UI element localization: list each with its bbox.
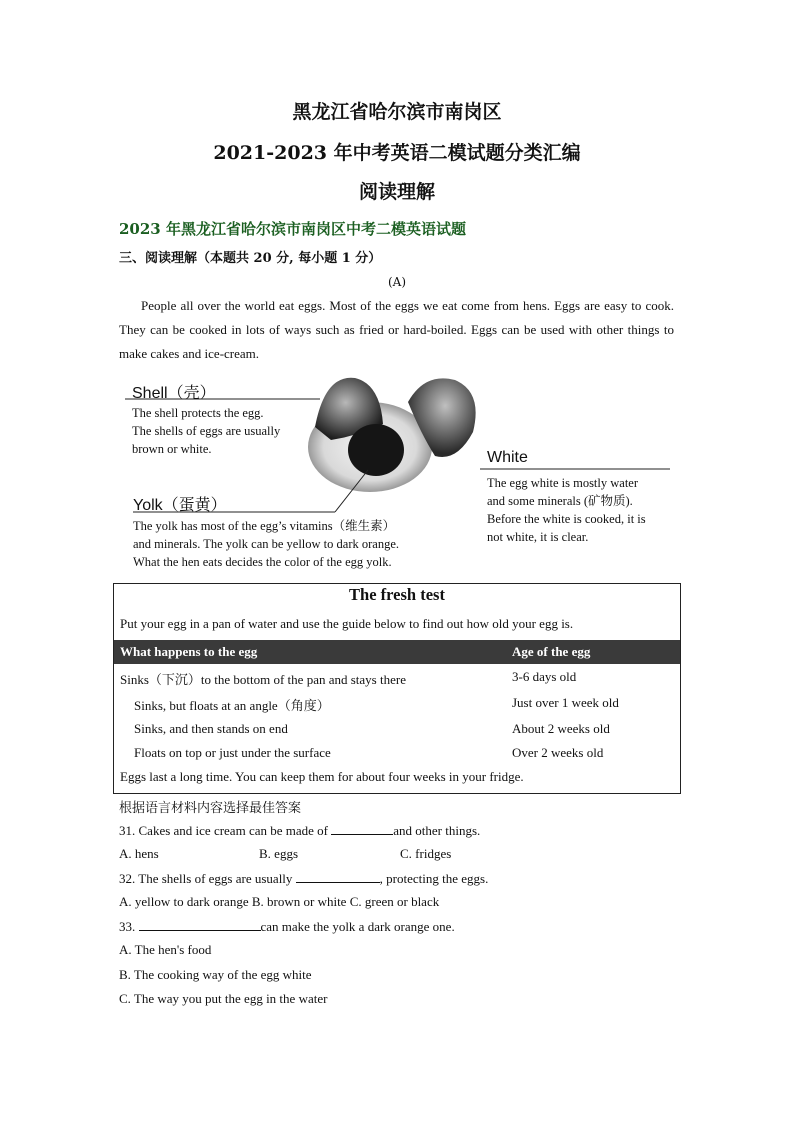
- passage-paragraph: People all over the world eat eggs. Most of the eggs we eat come from hens. Eggs are easy to cook. They can be cooked in lots of ways such as fried or hard-boiled. Eggs can be used with other things to make cakes and ice-cream.: [119, 298, 674, 361]
- option-33-a[interactable]: A. The hen's food: [119, 942, 212, 957]
- options-32[interactable]: A. yellow to dark orange B. brown or white C. green or black: [119, 894, 440, 909]
- question-31: 31. Cakes and ice cream can be made of and other things.: [119, 823, 481, 838]
- answer-blank-33[interactable]: [139, 918, 261, 931]
- exam-title: 2023 年黑龙江省哈尔滨市南岗区中考二模英语试题: [119, 220, 466, 238]
- answer-blank-32[interactable]: [296, 870, 380, 883]
- option-31-c[interactable]: C. fridges: [400, 846, 452, 861]
- row-age: About 2 weeks old: [512, 721, 610, 736]
- option-31-a[interactable]: A. hens: [119, 846, 159, 861]
- row-what: Sinks（下沉）to the bottom of the pan and stays there: [120, 672, 406, 687]
- document-title-region: 黑龙江省哈尔滨市南岗区: [292, 101, 502, 123]
- row-what: Floats on top or just under the surface: [134, 745, 331, 760]
- egg-diagram: [125, 372, 670, 577]
- row-age: 3-6 days old: [512, 669, 577, 684]
- fresh-test-note: Eggs last a long time. You can keep them for about four weeks in your fridge.: [120, 769, 524, 784]
- column-header-age: Age of the egg: [512, 644, 591, 659]
- option-33-b[interactable]: B. The cooking way of the egg white: [119, 967, 312, 982]
- document-title-years: 2021-2023 年中考英语二模试题分类汇编: [213, 142, 581, 164]
- white-description: The egg white is mostly water and some minerals (矿物质). Before the white is cooked, it is not white, it is clear.: [487, 476, 646, 544]
- yolk-description: The yolk has most of the egg’s vitamins（维生素） and minerals. The yolk can be yellow to dark orange. What the hen eats decides the color of the egg yolk.: [133, 519, 400, 569]
- option-31-b[interactable]: B. eggs: [259, 846, 298, 861]
- column-header-what: What happens to the egg: [120, 644, 258, 659]
- yolk-heading: Yolk（蛋黄）: [133, 497, 227, 514]
- shell-description: The shell protects the egg. The shells of eggs are usually brown or white.: [132, 406, 281, 456]
- document-title-topic: 阅读理解: [358, 181, 435, 203]
- row-what: Sinks, but floats at an angle（角度）: [134, 698, 330, 713]
- yolk-illustration: [348, 424, 404, 476]
- section-title: 三、阅读理解（本题共 20 分, 每小题 1 分）: [119, 251, 382, 266]
- fresh-test-header-row: [114, 640, 680, 664]
- shell-heading: Shell（壳）: [132, 385, 216, 402]
- row-age: Over 2 weeks old: [512, 745, 604, 760]
- fresh-test-intro: Put your egg in a pan of water and use the guide below to find out how old your egg is.: [120, 616, 574, 631]
- instructions: 根据语言材料内容选择最佳答案: [119, 801, 302, 816]
- option-33-c[interactable]: C. The way you put the egg in the water: [119, 991, 328, 1006]
- passage-label: (A): [387, 275, 407, 289]
- fresh-test-title: The fresh test: [349, 585, 445, 604]
- question-33: 33. can make the yolk a dark orange one.: [119, 919, 455, 934]
- white-heading: White: [487, 449, 528, 466]
- fresh-test-box: [113, 583, 681, 794]
- row-age: Just over 1 week old: [512, 695, 619, 710]
- row-what: Sinks, and then stands on end: [134, 721, 288, 736]
- answer-blank-31[interactable]: [331, 822, 393, 835]
- question-32: 32. The shells of eggs are usually , protecting the eggs.: [119, 871, 489, 886]
